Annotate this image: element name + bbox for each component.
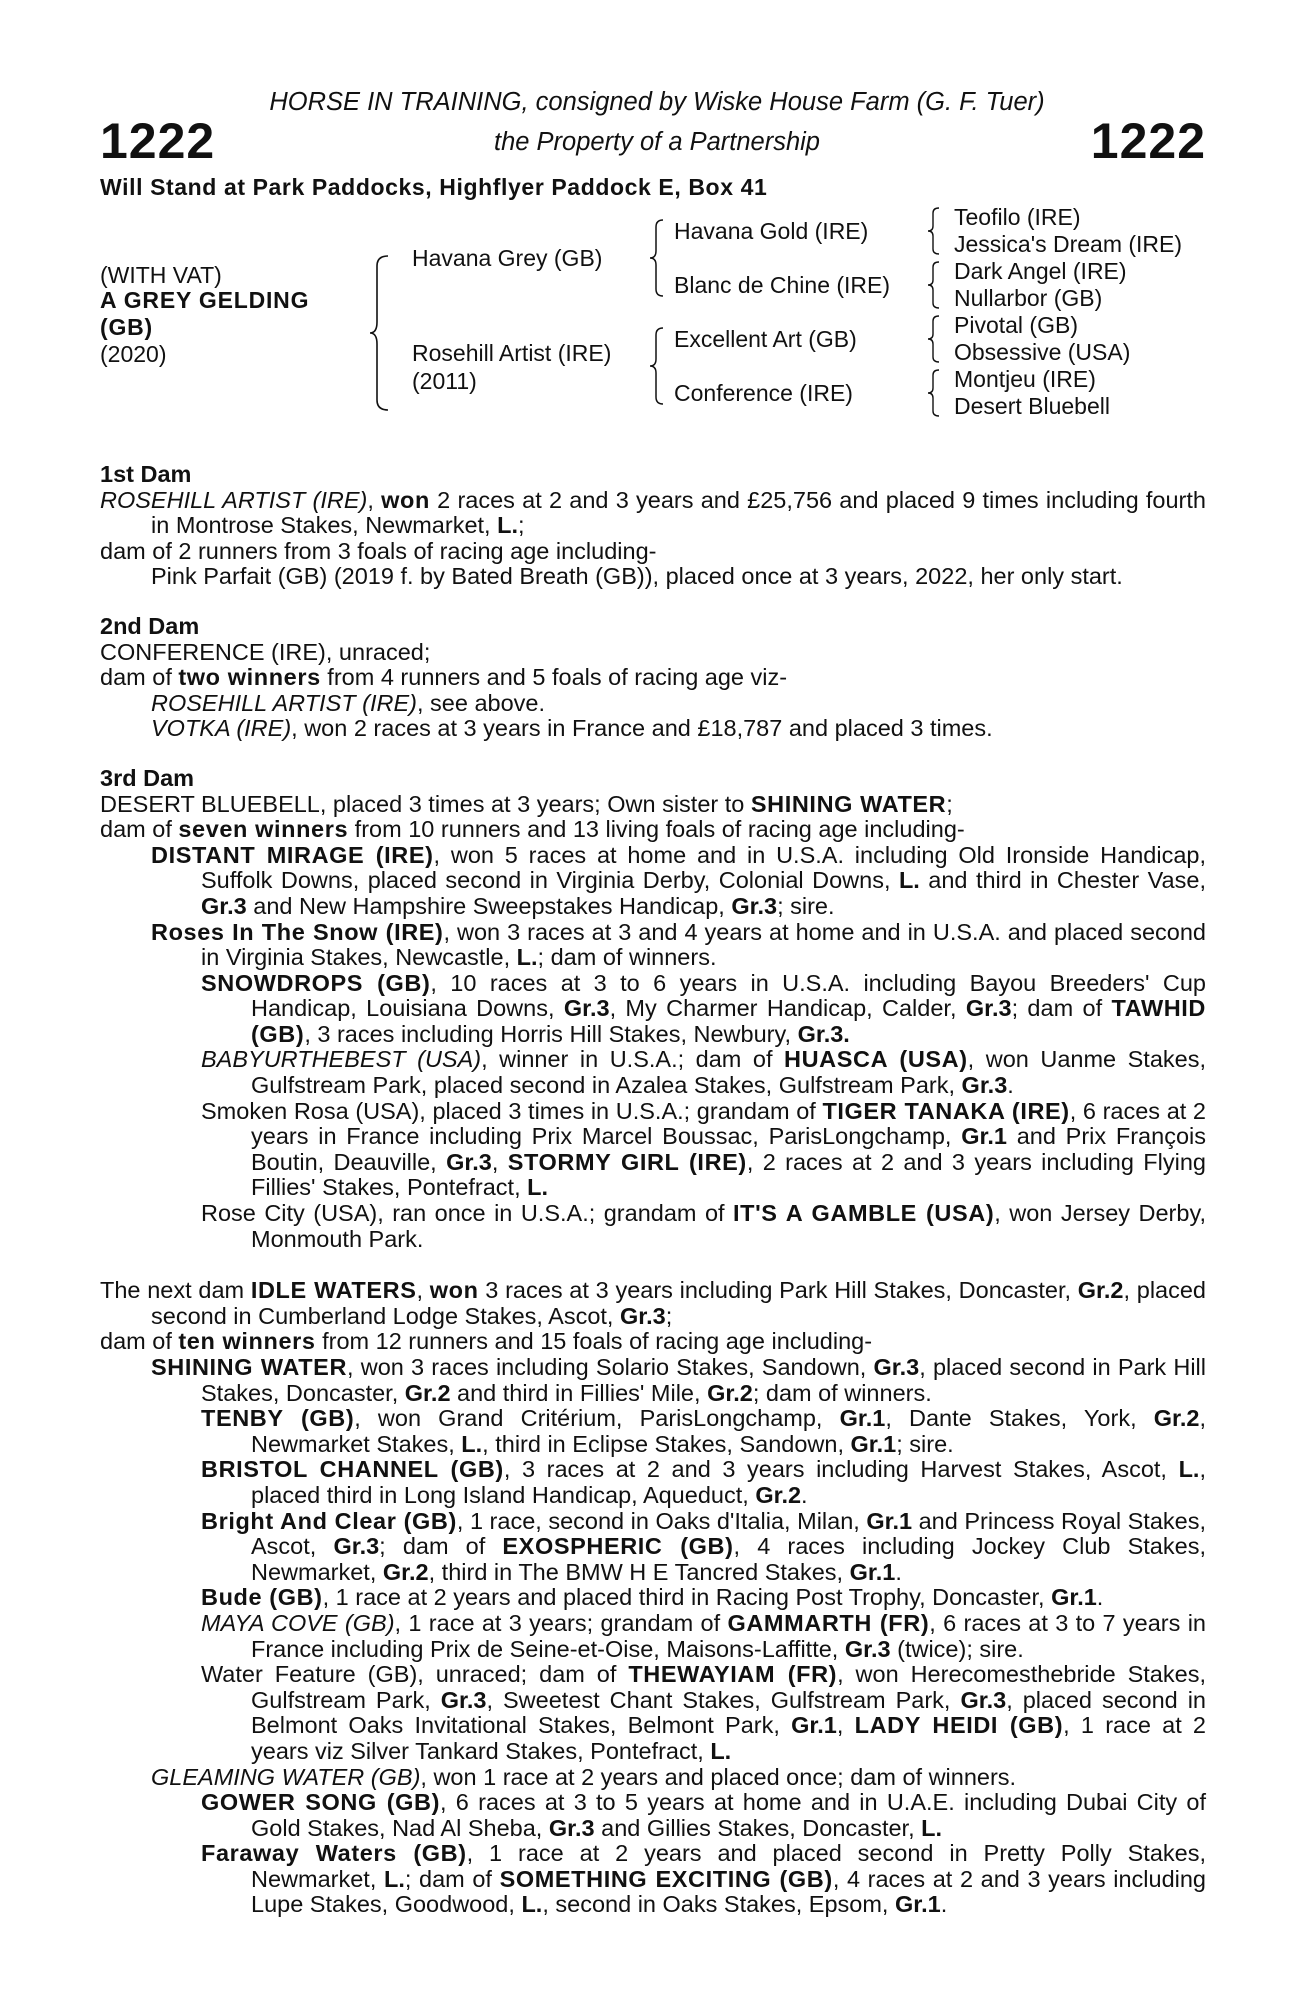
pedigree-brace-main	[368, 254, 392, 412]
text-run: , won 2 races at 3 years in France and £18,787 and placed 3 times.	[291, 715, 993, 742]
subject-country: (GB)	[100, 314, 154, 340]
grade-text: Gr.3	[446, 1148, 492, 1175]
third-dam-foal-2	[100, 920, 1206, 971]
first-dam-produce-line: dam of 2 runners from 3 foals of racing age including-	[100, 537, 657, 564]
pedigree-g5: Pivotal (GB)	[954, 312, 1078, 338]
text-run: ;	[665, 1302, 673, 1329]
grade-text: Gr.3	[844, 1635, 891, 1662]
text-run: from 10 runners and 13 living foals of racing age including-	[348, 816, 965, 843]
lot-number-right: 1222	[1090, 113, 1206, 169]
next-dam-grandfoal-7	[100, 1790, 1206, 1841]
next-dam-grandfoal-8	[100, 1841, 1206, 1918]
text-run: ; dam of winners.	[752, 1379, 932, 1406]
grade-text: Gr.3	[619, 1302, 666, 1329]
horse-name: STORMY GIRL (IRE)	[507, 1148, 747, 1175]
sire-name: Havana Grey (GB)	[412, 245, 603, 271]
text-run: .	[1007, 1072, 1014, 1099]
dam-sire: Excellent Art (GB)	[674, 326, 857, 352]
text-run: ;	[518, 512, 525, 539]
grade-text: Gr.3	[873, 1354, 920, 1380]
grade-text: Gr.3	[965, 995, 1012, 1022]
grade-text: L.	[921, 1814, 943, 1841]
grade-text: Gr.1	[849, 1558, 896, 1585]
text-run: .	[801, 1481, 808, 1508]
text-run: , placed third in Long Island Handicap, Aqueduct,	[251, 1456, 1206, 1508]
grade-text: Gr.1	[1051, 1584, 1097, 1611]
pedigree-g1: Teofilo (IRE)	[954, 204, 1081, 230]
text-run: , 6 races at 2 years in France including Prix Marcel Boussac, ParisLongchamp,	[251, 1097, 1206, 1150]
third-dam-grandfoal-4	[100, 1201, 1206, 1252]
consignment-line: HORSE IN TRAINING, consigned by Wiske House Farm (G. F. Tuer)	[269, 88, 1045, 116]
text-run: , third in The BMW H E Tancred Stakes,	[428, 1558, 850, 1585]
grade-text: Gr.1	[791, 1712, 837, 1739]
text-run: and third in Chester Vase,	[919, 867, 1206, 894]
first-dam-foal: Pink Parfait (GB) (2019 f. by Bated Breath (GB)), placed once at 3 years, 2022, her only start.	[151, 563, 1123, 590]
text-run: .	[895, 1558, 902, 1585]
text-run: 3 races at 3 years including Park Hill Stakes, Doncaster,	[478, 1277, 1078, 1304]
grade-text: L.	[521, 1891, 543, 1918]
grade-text: Gr.1	[839, 1405, 886, 1432]
grade-text: L.	[497, 512, 518, 539]
won-text: won	[381, 486, 430, 513]
horse-name: Bude (GB)	[201, 1584, 323, 1611]
grade-text: Gr.1	[961, 1123, 1007, 1150]
next-dam-grandfoal-5	[100, 1611, 1206, 1662]
horse-name: SOMETHING EXCITING (GB)	[499, 1865, 833, 1892]
grade-text: L.	[898, 867, 920, 894]
first-dam-heading: 1st Dam	[100, 461, 192, 487]
horse-name: GOWER SONG (GB)	[201, 1789, 441, 1816]
text-run: , 4 races at 2 and 3 years including Lupe Stakes, Goodwood,	[251, 1865, 1206, 1918]
text-run: , placed second in Park Hill Stakes, Doncaster,	[201, 1354, 1206, 1406]
horse-name: Roses In The Snow (IRE)	[151, 918, 444, 945]
property-line: the Property of a Partnership	[493, 128, 820, 156]
horse-name: SHINING WATER	[151, 1354, 348, 1380]
text-run: , 6 races at 3 to 7 years in France including Prix de Seine-et-Oise, Maisons-Laffitte,	[251, 1609, 1206, 1662]
next-dam-produce-line	[100, 1329, 1206, 1355]
text-run: dam of	[100, 664, 179, 691]
pedigree-brace-g3	[926, 314, 942, 364]
text-run: , placed second in Cumberland Lodge Stakes, Ascot,	[151, 1277, 1206, 1329]
text-run: ;	[946, 790, 953, 817]
next-dam-grandfoal-1	[100, 1406, 1206, 1457]
grade-text: L.	[1178, 1456, 1200, 1483]
text-run: , placed second in Belmont Oaks Invitational Stakes, Belmont Park,	[251, 1686, 1206, 1739]
text-run: ,	[836, 1712, 855, 1739]
second-dam-foal-2	[100, 716, 1206, 742]
third-dam-grandfoal-1	[100, 971, 1206, 1048]
text-run: and Prix François Boutin, Deauville,	[251, 1123, 1206, 1175]
grade-text: Gr.2	[404, 1379, 451, 1406]
text-run: , My Charmer Handicap, Calder,	[609, 995, 966, 1022]
text-run: , 4 races including Jockey Club Stakes, Newmarket,	[251, 1533, 1206, 1585]
horse-name: MAYA COVE (GB)	[201, 1609, 395, 1636]
lot-number-left: 1222	[100, 113, 216, 169]
horse-name: SNOWDROPS (GB)	[201, 969, 431, 996]
horse-name: IT'S A GAMBLE (USA)	[733, 1200, 995, 1227]
horse-name: IDLE WATERS	[250, 1277, 417, 1304]
pedigree-brace-g2	[926, 260, 942, 310]
catalogue-text	[100, 462, 1206, 1918]
grade-text: Gr.1	[895, 1891, 941, 1918]
pedigree-g6: Obsessive (USA)	[954, 339, 1131, 365]
next-dam-foal-2	[100, 1765, 1206, 1791]
text-run: , 1 race, second in Oaks d'Italia, Milan,	[456, 1507, 867, 1534]
horse-name: ROSEHILL ARTIST (IRE)	[151, 689, 417, 716]
grade-text: L.	[710, 1737, 732, 1764]
horse-name: DISTANT MIRAGE (IRE)	[151, 841, 434, 868]
text-run: and New Hampshire Sweepstakes Handicap,	[246, 892, 732, 919]
next-dam-line	[100, 1278, 1206, 1329]
grade-text: Gr.2	[755, 1481, 802, 1508]
text-run: and Princess Royal Stakes, Ascot,	[251, 1507, 1206, 1560]
text-run: from 12 runners and 15 foals of racing age including-	[315, 1328, 873, 1355]
text-run: 2 races at 2 and 3 years and £25,756 and placed 9 times including fourth in Montrose Stakes, Newmarket,	[151, 486, 1206, 539]
grade-text: Gr.2	[1153, 1405, 1200, 1432]
pedigree-g3: Dark Angel (IRE)	[954, 258, 1127, 284]
text-run: , third in Eclipse Stakes, Sandown,	[482, 1430, 851, 1457]
third-dam-grandfoal-2	[100, 1047, 1206, 1098]
winners-text: ten winners	[178, 1328, 316, 1355]
text-run: , won 3 races at 3 and 4 years at home and in U.S.A. and placed second in Virginia Stakes, Newcastle,	[201, 918, 1206, 971]
grade-text: Gr.2	[1077, 1277, 1124, 1304]
pedigree-brace-g4	[926, 368, 942, 418]
grade-text: Gr.2	[382, 1558, 429, 1585]
horse-name: GAMMARTH (FR)	[727, 1609, 930, 1636]
third-dam-produce-line	[100, 817, 1206, 843]
dam-name-text: ROSEHILL ARTIST (IRE)	[100, 486, 368, 513]
text-run: ,	[491, 1148, 508, 1175]
text-run: (twice); sire.	[890, 1635, 1024, 1662]
horse-name: SHINING WATER	[750, 790, 947, 817]
second-dam-line: CONFERENCE (IRE), unraced;	[100, 638, 431, 665]
winners-text: two winners	[178, 664, 321, 691]
second-dam-heading: 2nd Dam	[100, 612, 200, 639]
subject-vat: (WITH VAT)	[100, 262, 222, 288]
horse-name: TENBY (GB)	[201, 1405, 355, 1432]
third-dam-line	[100, 792, 1206, 818]
text-run: , second in Oaks Stakes, Epsom,	[542, 1891, 895, 1918]
text-run: ; dam of winners.	[537, 944, 717, 971]
grade-text: Gr.3	[563, 995, 610, 1022]
horse-name: THEWAYIAM (FR)	[628, 1661, 838, 1688]
next-dam-grandfoal-3	[100, 1509, 1206, 1586]
text-run: , won Uanme Stakes, Gulfstream Park, placed second in Azalea Stakes, Gulfstream Park,	[251, 1046, 1206, 1099]
horse-name: EXOSPHERIC (GB)	[502, 1533, 734, 1560]
pedigree-brace-g1	[926, 206, 942, 256]
horse-name: LADY HEIDI (GB)	[854, 1712, 1064, 1739]
third-dam-foal-1	[100, 843, 1206, 920]
sire-sire: Havana Gold (IRE)	[674, 218, 869, 244]
text-run: dam of	[100, 816, 179, 843]
dam-year: (2011)	[412, 368, 477, 394]
text-run: The next dam	[100, 1277, 251, 1304]
horse-name: TAWHID (GB)	[251, 995, 1206, 1047]
text-run: , Sweetest Chant Stakes, Gulfstream Park,	[486, 1686, 961, 1713]
pedigree-g4: Nullarbor (GB)	[954, 285, 1103, 311]
text-run: , winner in U.S.A.; dam of	[481, 1046, 785, 1073]
location-line: Will Stand at Park Paddocks, Highflyer Paddock E, Box 41	[100, 174, 768, 200]
grade-text: L.	[461, 1430, 483, 1457]
text-run: , 2 races at 2 and 3 years including Flying Fillies' Stakes, Pontefract,	[251, 1148, 1206, 1201]
text-run: from 4 runners and 5 foals of racing age viz-	[320, 664, 788, 691]
grade-text: L.	[527, 1174, 549, 1201]
pedigree-g2: Jessica's Dream (IRE)	[954, 231, 1183, 257]
second-dam-produce-line	[100, 665, 1206, 691]
text-run: , won Grand Critérium, ParisLongchamp,	[354, 1405, 840, 1432]
text-run: , 1 race at 3 years; grandam of	[394, 1609, 728, 1636]
text-run: and Gillies Stakes, Doncaster,	[594, 1814, 922, 1841]
subject-description: A GREY GELDING	[100, 287, 310, 313]
next-dam-grandfoal-6	[100, 1662, 1206, 1764]
text-run: , 6 races at 3 to 5 years at home and in U.A.E. including Dubai City of Gold Stakes, Nad Al Sheba,	[251, 1789, 1207, 1841]
subject-year: (2020)	[100, 341, 167, 367]
pedigree-brace-dam	[648, 326, 666, 406]
next-dam-grandfoal-4	[100, 1585, 1206, 1611]
horse-name: GLEAMING WATER (GB)	[151, 1763, 421, 1790]
text-run: .	[1096, 1584, 1104, 1611]
grade-text: Gr.3.	[797, 1020, 850, 1047]
dam-name: Rosehill Artist (IRE)	[412, 340, 612, 366]
horse-name: BABYURTHEBEST (USA)	[201, 1046, 482, 1073]
text-run: , see above.	[416, 689, 546, 716]
next-dam-foal-1	[100, 1355, 1206, 1406]
text-run: ; sire.	[896, 1430, 954, 1457]
text-run: ,	[367, 486, 382, 513]
text-run: , 3 races including Horris Hill Stakes, Newbury,	[304, 1020, 798, 1047]
text-run: , won 5 races at home and in U.S.A. including Old Ironside Handicap, Suffolk Downs, placed second in Virginia Derby, Colonial Downs,	[201, 841, 1206, 894]
text-run: Smoken Rosa (USA), placed 3 times in U.S.A.; grandam of	[201, 1097, 823, 1124]
text-run: , won Herecomesthebride Stakes, Gulfstream Park,	[251, 1661, 1206, 1713]
horse-name: Bright And Clear (GB)	[201, 1507, 457, 1534]
text-run: , won 1 race at 2 years and placed once; dam of winners.	[420, 1763, 1017, 1790]
first-dam-line	[100, 488, 1206, 539]
won-text: won	[429, 1277, 479, 1304]
text-run: DESERT BLUEBELL, placed 3 times at 3 years; Own sister to	[100, 790, 751, 817]
text-run: , 1 race at 2 years and placed second in Pretty Polly Stakes, Newmarket,	[251, 1840, 1207, 1892]
horse-name: VOTKA (IRE)	[151, 715, 292, 742]
grade-text: Gr.2	[707, 1379, 753, 1406]
dam-dam: Conference (IRE)	[674, 380, 853, 406]
text-run: , 1 race at 2 years and placed third in Racing Post Trophy, Doncaster,	[322, 1584, 1052, 1611]
text-run: , 10 races at 3 to 6 years in U.S.A. including Bayou Breeders' Cup Handicap, Louisiana Downs,	[251, 969, 1206, 1022]
pedigree-g7: Montjeu (IRE)	[954, 366, 1096, 392]
text-run: ; dam of	[404, 1865, 500, 1892]
text-run: , Newmarket Stakes,	[251, 1405, 1206, 1457]
text-run: , won 3 races including Solario Stakes, Sandown,	[347, 1354, 874, 1380]
pedigree-brace-sire	[648, 218, 666, 298]
grade-text: Gr.3	[961, 1072, 1008, 1099]
text-run: , Dante Stakes, York,	[885, 1405, 1154, 1432]
grade-text: L.	[516, 944, 538, 971]
grade-text: Gr.3	[440, 1686, 487, 1713]
grade-text: Gr.1	[850, 1430, 897, 1457]
text-run: ; dam of	[379, 1533, 503, 1560]
text-run: , 1 race at 2 years viz Silver Tankard Stakes, Pontefract,	[251, 1712, 1207, 1764]
text-run: Water Feature (GB), unraced; dam of	[201, 1661, 629, 1688]
grade-text: Gr.1	[866, 1507, 913, 1534]
text-run: ,	[416, 1277, 430, 1304]
text-run: ; dam of	[1011, 995, 1112, 1022]
text-run: , won Jersey Derby, Monmouth Park.	[251, 1200, 1206, 1252]
text-run: , 3 races at 2 and 3 years including Harvest Stakes, Ascot,	[503, 1456, 1179, 1483]
next-dam-grandfoal-2	[100, 1457, 1206, 1508]
grade-text: Gr.3	[731, 892, 778, 919]
third-dam-grandfoal-3	[100, 1099, 1206, 1201]
horse-name: HUASCA (USA)	[784, 1046, 968, 1073]
text-run: and third in Fillies' Mile,	[450, 1379, 708, 1406]
text-run: Rose City (USA), ran once in U.S.A.; grandam of	[201, 1200, 733, 1227]
grade-text: Gr.3	[333, 1533, 380, 1560]
second-dam-foal-1	[100, 691, 1206, 717]
third-dam-heading: 3rd Dam	[100, 764, 195, 791]
text-run: .	[940, 1891, 948, 1918]
horse-name: Faraway Waters (GB)	[201, 1840, 467, 1867]
horse-name: TIGER TANAKA (IRE)	[822, 1097, 1070, 1124]
horse-name: BRISTOL CHANNEL (GB)	[201, 1456, 504, 1483]
grade-text: Gr.3	[201, 892, 247, 919]
pedigree-g8: Desert Bluebell	[954, 393, 1110, 419]
sire-dam: Blanc de Chine (IRE)	[674, 272, 891, 298]
winners-text: seven winners	[178, 816, 349, 843]
text-run: dam of	[100, 1328, 179, 1355]
grade-text: L.	[383, 1865, 405, 1892]
grade-text: Gr.3	[960, 1686, 1007, 1713]
grade-text: Gr.3	[548, 1814, 595, 1841]
text-run: ; sire.	[777, 892, 835, 919]
